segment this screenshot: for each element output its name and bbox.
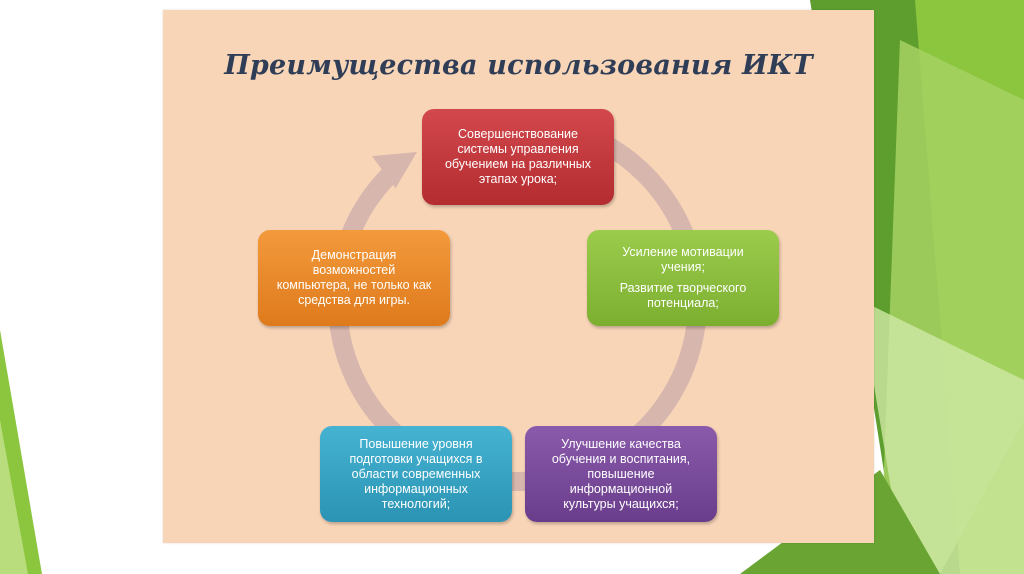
node-text-line: Усиление мотивации <box>622 245 744 259</box>
node-student-training <box>320 426 512 522</box>
node-education-quality <box>525 426 717 522</box>
node-text-line: Улучшение качества <box>561 436 681 451</box>
node-text-line: Демонстрация <box>311 248 397 262</box>
slide-card <box>163 10 874 543</box>
node-text-line: компьютера, не только как <box>276 278 432 292</box>
node-text-line: области современных <box>351 466 481 481</box>
node-text-line: культуры учащихся; <box>563 496 679 511</box>
node-text-line: информационных <box>364 481 468 496</box>
node-text-line: возможностей <box>312 263 396 277</box>
node-text-line: обучением на различных <box>444 157 592 171</box>
node-text-line: обучения и воспитания, <box>551 451 691 466</box>
node-text-line: информационной <box>569 481 673 496</box>
node-management-improvement <box>422 109 614 205</box>
node-text-line: подготовки учащихся в <box>349 451 483 466</box>
node-text-line: системы управления <box>457 142 579 156</box>
node-text-line: средства для игры. <box>298 293 410 307</box>
node-text-line: Повышение уровня <box>359 436 473 451</box>
node-computer-capabilities <box>258 230 450 326</box>
node-text-line: учения; <box>661 260 705 274</box>
node-text-line: потенциала; <box>647 296 719 310</box>
node-text-line: Совершенствование <box>458 127 578 141</box>
node-text-line: технологий; <box>381 496 451 511</box>
node-motivation <box>587 230 779 326</box>
slide-title: Преимущества использования ИКТ <box>224 50 813 81</box>
node-text-line: Развитие творческого <box>619 281 747 295</box>
node-text-line: повышение <box>587 466 655 481</box>
node-text-line: этапах урока; <box>478 172 558 186</box>
